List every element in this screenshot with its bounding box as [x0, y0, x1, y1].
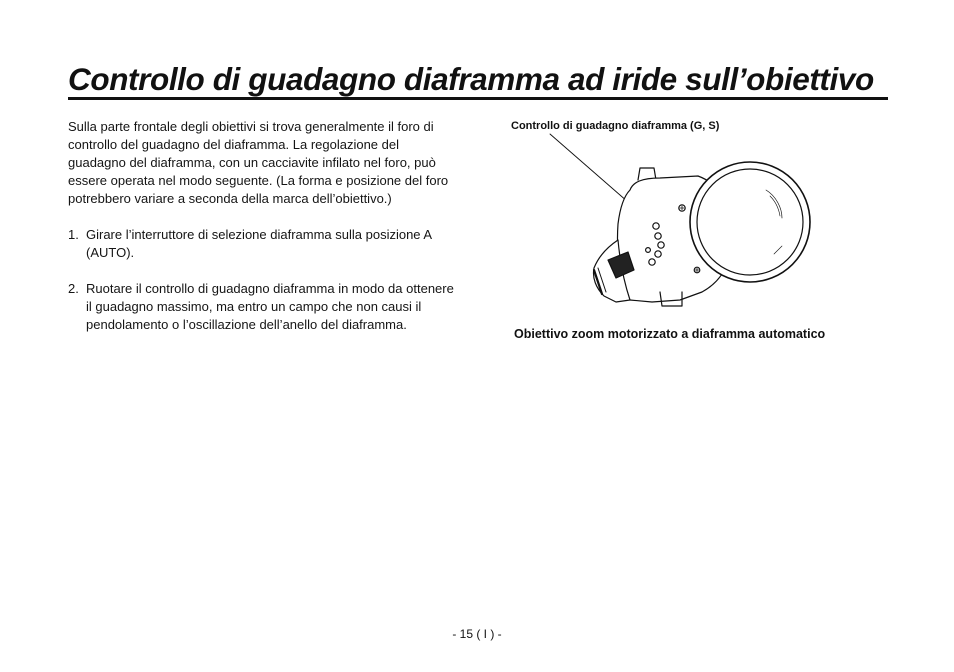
page-title: Controllo di guadagno diaframma ad iride sull’obiettivo	[68, 61, 874, 97]
step-number: 2.	[68, 281, 79, 296]
figure-label: Controllo di guadagno diaframma (G, S)	[511, 120, 720, 132]
body-text	[68, 118, 458, 352]
intro-paragraph: Sulla parte frontale degli obiettivi si trova generalmente il foro di controllo del guadagno del diaframma. La regolazione del guadagno del diaframma, con un cacciavite infilato nel foro, può essere operata nel modo seguente. (La forma e posizione del foro potrebbero variare a seconda della marca dell’obiettivo.)	[68, 119, 449, 206]
lens-front-rim	[690, 162, 810, 282]
title-underline	[68, 97, 888, 100]
step-number: 1.	[68, 227, 79, 242]
leader-line	[550, 134, 628, 202]
figure-caption: Obiettivo zoom motorizzato a diaframma automatico	[514, 327, 826, 341]
lens-illustration	[530, 132, 840, 317]
step-2	[68, 280, 458, 334]
step-text: Girare l’interruttore di selezione diaframma sulla posizione A (AUTO).	[86, 227, 432, 260]
page-number: - 15 ( I ) -	[452, 627, 502, 641]
step-1	[68, 226, 458, 262]
step-text: Ruotare il controllo di guadagno diaframma in modo da ottenere il guadagno massimo, ma entro un campo che non causi il pendolamento o l’oscillazione dell’anello del diaframma.	[86, 281, 454, 332]
